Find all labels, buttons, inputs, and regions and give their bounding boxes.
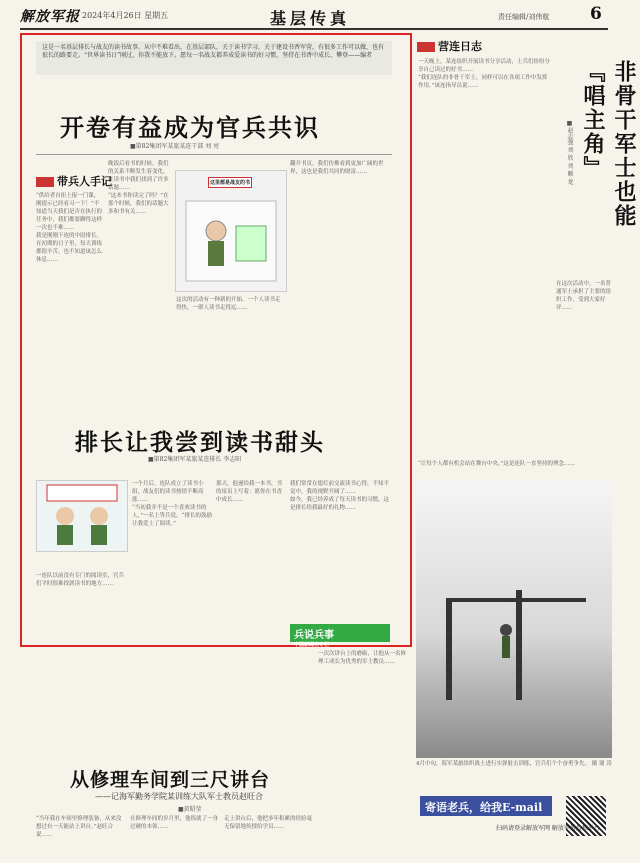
paragraph: 那天，他递给我一本书，书的扉页上写着：愿你在书香中成长…… <box>216 481 283 503</box>
article-3-col-3 <box>224 815 314 860</box>
cartoon-illustration <box>175 170 287 292</box>
paragraph: “让每个人都有机会站在舞台中央。”这是连队一直坚持的理念…… <box>418 461 575 467</box>
article-2-title: 排长让我尝到读书甜头 <box>75 429 325 456</box>
paragraph: “当年我在车间里修理装备，从来没想过有一天能站上讲台。”赵旺合说…… <box>36 816 122 838</box>
right-headline: 非骨干军士也能『唱主角』 <box>580 60 637 228</box>
article-2-col-1 <box>36 572 126 640</box>
column-kicker <box>417 38 482 54</box>
paragraph: 一次次讲台上的磨砺，让他从一名修理工成长为优秀的军士教员…… <box>318 651 407 665</box>
paragraph: 在这次活动中，一名普通军士承担了主要的组织工作，受到大家好评…… <box>556 281 612 311</box>
article-2-col-3 <box>216 480 286 640</box>
paragraph: 在修理车间的岁月里，他练就了一身过硬的本领…… <box>130 816 219 830</box>
article-3-col-4 <box>318 650 406 860</box>
article-1-col-3 <box>176 296 284 410</box>
article-1-col-1 <box>36 192 104 410</box>
article-3-col-2 <box>130 815 220 860</box>
article-3-subtitle: ——记海军勤务学院某训练大队军士教员赵旺合 <box>95 792 263 801</box>
paragraph: 翻开书页，我们仿佛看到更加广阔的世界，这也是我们共同的财富…… <box>290 161 384 175</box>
soldier-cartoon <box>36 480 128 552</box>
article-1-title: 开卷有益成为官兵共识 <box>60 113 320 142</box>
paragraph: “供给者自拒上报一门课，刚提示已经看习一下！”不知道当天我们是否在执行的任务中，我们都要聊得这样一次也不难…… <box>36 193 103 231</box>
article-1-byline: ■第82集团军某旅某连干部 刘 亮 <box>130 143 220 150</box>
paragraph: 这次的活动有一种新的开始。一个人读书走得快，一群人读书走得远…… <box>176 297 281 311</box>
right-col-1 <box>418 58 552 458</box>
article-2-byline: ■第82集团军某旅某连排长 李志阳 <box>148 456 242 463</box>
cartoon-svg <box>176 171 286 291</box>
training-photo <box>416 480 612 758</box>
issue-date: 2024年4月26日 星期五 <box>82 11 169 20</box>
ad-banner[interactable]: 寄语老兵，给我E-mail <box>420 796 552 816</box>
article-3-col-1 <box>36 815 126 860</box>
intro-text: 这是一名基层排长与战友的读书故事。从中不难看出，在基层部队，关于读书学习，关于建设书香军营，有很多工作可以做，也有很长的路要走。“世界读书日”刚过，你我不能放下。愿每一名战友都养成爱读书的好习惯，坚持在书香中成长、攀登——编者 <box>42 44 385 59</box>
section-title: 基层传真 <box>270 9 351 28</box>
right-byline: ■赵志强 刘 欣 刘 顺 龙 <box>566 120 573 185</box>
masthead <box>20 6 608 30</box>
article-1-col-4 <box>290 160 390 410</box>
photo-svg <box>416 480 612 758</box>
paragraph: 一个月后，连队成立了读书小组，战友们的读书热情不断高涨…… <box>132 481 204 503</box>
article-2-col-2 <box>132 480 212 640</box>
photo-caption: 4月中旬，海军某旅组织战士进行实弹射击训练，官兵们个个奋勇争先。 摄 谢 涛 <box>416 761 612 767</box>
article-2-col-4 <box>290 480 390 620</box>
column-brand <box>290 624 390 648</box>
divider <box>36 154 392 155</box>
paragraph: “当初我并不是一个喜欢读书的人，”一名上等兵说，“排长的鼓励让我爱上了阅读。” <box>132 505 212 527</box>
ad-subtext: 扫码请登录解放军网 解放军报投稿平台 <box>496 825 600 832</box>
kicker-icon <box>417 42 435 52</box>
page-number: 6 <box>590 4 602 24</box>
cartoon-speech: 这里都是战友的书 <box>208 177 252 188</box>
newspaper-logo: 解放军报 <box>20 9 80 25</box>
paragraph: 晚饭后看书的时候，我们的关系不断发生着变化。在读书中我们找到了许多话题…… <box>108 161 169 191</box>
kicker-text: 带兵人手记 <box>57 175 112 188</box>
paragraph: 我们常常在熄灯前交流读书心得，不知不觉中，我的视野开阔了…… <box>290 481 390 495</box>
article-3-byline: ■黄昭莹 <box>178 806 202 813</box>
editor-credit: 责任编辑/刘伟航 <box>498 13 550 21</box>
paragraph: 一连队以前没有专门的阅读室，官兵们平时很难找到读书的地方…… <box>36 573 125 587</box>
kicker-column <box>36 173 112 189</box>
paragraph: 一天晚上，某连组织开展读书分享活动，士兵们纷纷分享自己读过的好书…… <box>418 59 551 73</box>
brand-name: 兵说兵事 <box>294 630 334 641</box>
paragraph: 如今，我已经养成了每天读书的习惯，这是排长给我最好的礼物…… <box>290 497 390 511</box>
right-col-3 <box>418 460 612 478</box>
paragraph: 走上讲台后，他把多年积累的经验毫无保留地传授给学员…… <box>224 816 313 830</box>
column-kicker-text: 营连日志 <box>438 40 482 53</box>
paragraph: “这本书你读完了吗？”在那个时候，我们的话题大多和书有关…… <box>108 193 169 215</box>
article-3-title: 从修理车间到三尺讲台 <box>70 769 271 791</box>
article-1-col-2 <box>108 160 172 410</box>
brand-sub: 中国新闻名专栏 <box>294 642 330 648</box>
paragraph: 我是刚刚下连的中尉排长。在初期的日子里，每天训练都很辛苦，也不知道该怎么休息…… <box>36 233 103 263</box>
editor-intro <box>36 41 392 75</box>
kicker-icon <box>36 177 54 187</box>
paragraph: “我们连队的非骨干军士，同样可以在各项工作中发挥作用。”该连指导员说…… <box>418 75 548 89</box>
right-col-2 <box>556 280 612 458</box>
soldier-svg <box>37 481 127 551</box>
